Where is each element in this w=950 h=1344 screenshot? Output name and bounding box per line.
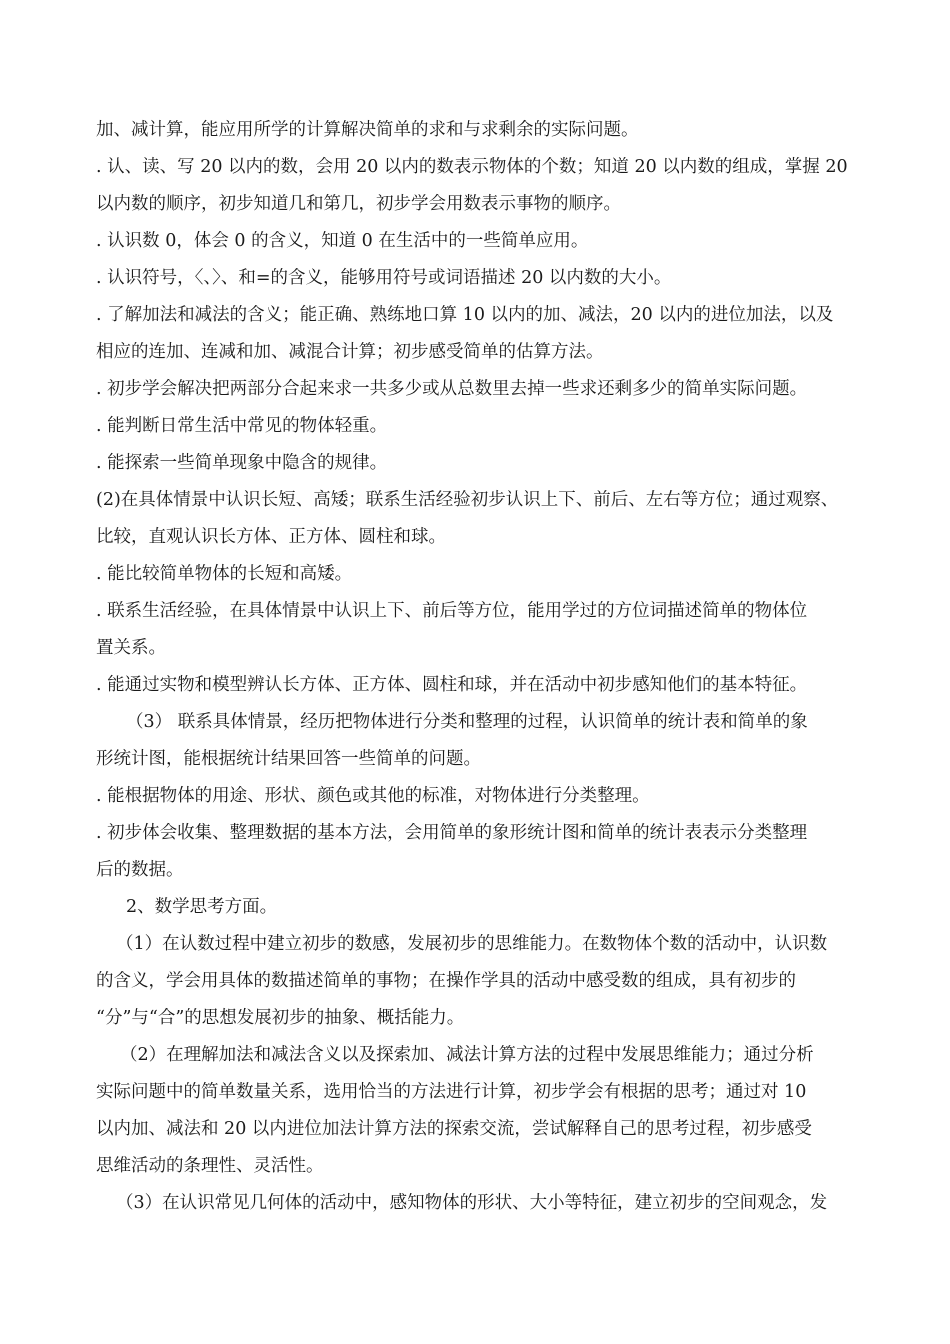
text-line: （1）在认数过程中建立初步的数感，发展初步的思维能力。在数物体个数的活动中，认识数 <box>116 934 828 954</box>
document-body <box>96 112 856 1222</box>
section-heading: 2、数学思考方面。 <box>126 897 278 917</box>
text-line: . 认识数 0，体会 0 的含义，知道 0 在生活中的一些简单应用。 <box>96 231 589 251</box>
text-line: . 了解加法和减法的含义；能正确、熟练地口算 10 以内的加、减法，20 以内的进位加法，以及 <box>96 305 834 325</box>
text-line: . 认识符号，〈、〉、和=的含义，能够用符号或词语描述 20 以内数的大小。 <box>96 268 672 288</box>
text-line: 后的数据。 <box>96 860 184 880</box>
text-line: . 联系生活经验，在具体情景中认识上下、前后等方位，能用学过的方位词描述简单的物体位 <box>96 601 808 621</box>
text-line: 置关系。 <box>96 638 166 658</box>
text-line: “分”与“合”的思想发展初步的抽象、概括能力。 <box>96 1008 465 1028</box>
text-line: （3） 联系具体情景，经历把物体进行分类和整理的过程，认识简单的统计表和简单的象 <box>126 712 808 732</box>
text-line: 相应的连加、连减和加、减混合计算；初步感受简单的估算方法。 <box>96 342 604 362</box>
text-line: 思维活动的条理性、灵活性。 <box>96 1156 324 1176</box>
text-line: 实际问题中的简单数量关系，选用恰当的方法进行计算，初步学会有根据的思考；通过对 10 <box>96 1082 807 1102</box>
text-line: （2）在理解加法和减法含义以及探索加、减法计算方法的过程中发展思维能力；通过分析 <box>120 1045 814 1065</box>
text-line: 的含义，学会用具体的数描述简单的事物；在操作学具的活动中感受数的组成，具有初步的 <box>96 971 796 991</box>
text-line: . 能判断日常生活中常见的物体轻重。 <box>96 416 388 436</box>
text-line: . 初步体会收集、整理数据的基本方法，会用简单的象形统计图和简单的统计表表示分类整理 <box>96 823 808 843</box>
text-line: 比较，直观认识长方体、正方体、圆柱和球。 <box>96 527 446 547</box>
text-line: 以内数的顺序，初步知道几和第几，初步学会用数表示事物的顺序。 <box>96 194 621 214</box>
text-line: . 能比较简单物体的长短和高矮。 <box>96 564 353 584</box>
text-line: 加、减计算，能应用所学的计算解决简单的求和与求剩余的实际问题。 <box>96 120 639 140</box>
text-line: . 能通过实物和模型辨认长方体、正方体、圆柱和球，并在活动中初步感知他们的基本特征。 <box>96 675 808 695</box>
text-line: (2)在具体情景中认识长短、高矮；联系生活经验初步认识上下、前后、左右等方位；通过观察、 <box>96 490 839 510</box>
text-line: 以内加、减法和 20 以内进位加法计算方法的探索交流，尝试解释自己的思考过程，初步感受 <box>96 1119 812 1139</box>
text-line: 形统计图，能根据统计结果回答一些简单的问题。 <box>96 749 481 769</box>
text-line: . 能探索一些简单现象中隐含的规律。 <box>96 453 388 473</box>
text-line: . 初步学会解决把两部分合起来求一共多少或从总数里去掉一些求还剩多少的简单实际问题。 <box>96 379 808 399</box>
text-line: （3）在认识常见几何体的活动中，感知物体的形状、大小等特征，建立初步的空间观念，发 <box>116 1193 828 1213</box>
text-line: . 能根据物体的用途、形状、颜色或其他的标准，对物体进行分类整理。 <box>96 786 650 806</box>
text-line: . 认、读、写 20 以内的数，会用 20 以内的数表示物体的个数；知道 20 以内数的组成，掌握 20 <box>96 157 848 177</box>
